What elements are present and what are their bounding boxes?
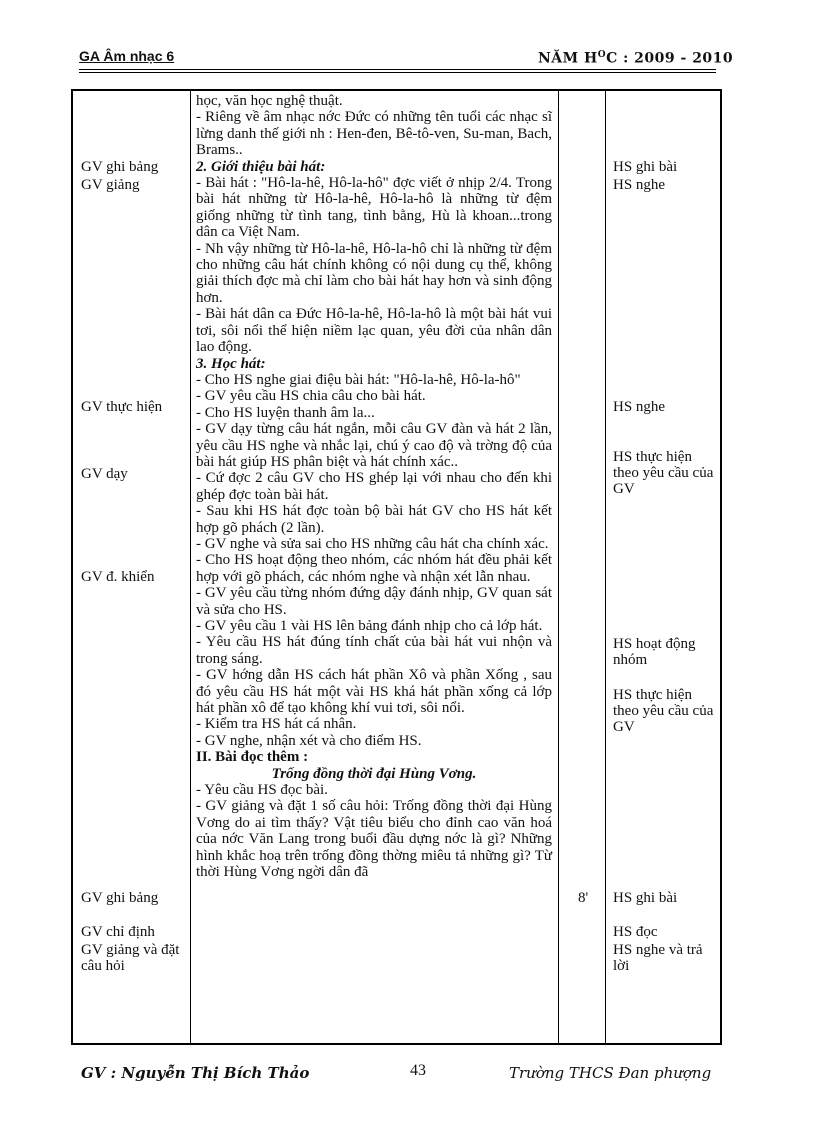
content-paragraph: - Cho HS nghe giai điệu bài hát: "Hô-la-hê, Hô-la-hô" xyxy=(196,371,521,388)
content-paragraph: học, văn học nghệ thuật. xyxy=(196,93,343,109)
content-paragraph: - Cứ đợc 2 câu GV cho HS ghép lại với nhau cho đến khi ghép đợc toàn bài hát. xyxy=(196,470,552,503)
student-activity: HS ghi bài xyxy=(613,890,678,906)
teacher-activity: GV thực hiện xyxy=(81,399,163,415)
teacher-activity: GV giảng xyxy=(81,177,140,193)
teacher-activity: GV chỉ định xyxy=(81,924,155,940)
content-paragraph: - Nh vậy những từ Hô-la-hê, Hô-la-hô chỉ là những từ đệm cho những câu hát chính không có nội dung cụ thể, không giải thích đợc mà chỉ làm cho bài hát hay hơn và sinh động hơn. xyxy=(196,240,552,306)
content-paragraph: - Cho HS hoạt động theo nhóm, các nhóm hát đều phải kết hợp với gõ phách, các nhóm nghe và nhận xét lẫn nhau. xyxy=(196,552,552,585)
content-paragraph: - Riêng về âm nhạc nớc Đức có những tên tuổi các nhạc sĩ lừng danh thế giới nh : Hen-đen, Bê-tô-ven, Su-man, Bach, Brams.. xyxy=(196,109,552,159)
content-paragraph: - GV yêu cầu từng nhóm đứng dậy đánh nhịp, GV quan sát và sửa cho HS. xyxy=(196,585,552,618)
reading-title: Trống đồng thời đại Hùng Vơng. xyxy=(271,765,477,782)
content-paragraph: - GV nghe, nhận xét và cho điểm HS. xyxy=(196,732,422,749)
footer-school: Trường THCS Đan phượng xyxy=(509,1064,712,1082)
column-divider xyxy=(558,91,559,1043)
content-paragraph: - Bài hát dân ca Đức Hô-la-hê, Hô-la-hô là một bài hát vui tơi, sôi nổi thể hiện niềm lạc quan, yêu đời của nhân dân lao động. xyxy=(196,306,552,356)
teacher-activity: GV ghi bảng xyxy=(81,159,159,175)
student-activity: HS nghe và trả lời xyxy=(613,942,703,974)
content-paragraph: - GV giảng và đặt 1 số câu hỏi: Trống đồng thời đại Hùng Vơng do ai tìm thấy? Vật tiêu biểu cho đỉnh cao văn hoá của nớc Văn Lang trong buổi đầu dựng nớc là gì? Những hình khắc hoạ trên trống đồng thờng miêu tả những gì? Từ thời Hùng Vơng ngời dân đã xyxy=(196,798,552,881)
student-activity: HS nghe xyxy=(613,177,666,193)
page-number: 43 xyxy=(410,1062,426,1079)
teacher-activity: GV dạy xyxy=(81,466,128,482)
content-paragraph: - Yêu cầu HS đọc bài. xyxy=(196,782,328,799)
header-school-year: NĂM $H^OC$ : 2009 - 2010 xyxy=(538,50,734,67)
time-allotment: 8' xyxy=(578,890,589,906)
lesson-content xyxy=(196,93,552,881)
content-paragraph: - GV dạy từng câu hát ngắn, mỗi câu GV đàn và hát 2 lần, yêu cầu HS nghe và nhắc lại, chú ý cao độ và trờng độ của bài hát giúp HS phân biệt và hát chính xác.. xyxy=(196,421,552,470)
lesson-table xyxy=(71,89,722,1043)
content-paragraph: - Kiểm tra HS hát cá nhân. xyxy=(196,716,357,733)
section-heading: 3. Học hát: xyxy=(196,355,266,372)
header-subject: GA Âm nhạc 6 xyxy=(79,48,175,64)
header-rule-2 xyxy=(79,72,716,73)
section-heading: II. Bài đọc thêm : xyxy=(196,749,309,766)
teacher-activity: GV đ. khiển xyxy=(81,569,155,585)
content-paragraph: - Bài hát : "Hô-la-hê, Hô-la-hô" đợc viết ở nhịp 2/4. Trong bài hát những từ Hô-la-hê, Hô-la-hô là những từ đệm giống những từ tình tang, tình bằng, Hù là khoan...trong dân ca Việt Nam. xyxy=(196,175,552,241)
footer-rule xyxy=(71,1043,722,1045)
teacher-activity: GV ghi bảng xyxy=(81,890,159,906)
column-divider xyxy=(190,91,191,1043)
content-paragraph: - Cho HS luyện thanh âm la... xyxy=(196,404,375,421)
content-paragraph: - GV yêu cầu HS chia câu cho bài hát. xyxy=(196,388,426,405)
student-activity: HS nghe xyxy=(613,399,666,415)
content-paragraph: - GV yêu cầu 1 vài HS lên bảng đánh nhịp cho cả lớp hát. xyxy=(196,618,543,634)
content-paragraph: - Sau khi HS hát đợc toàn bộ bài hát GV cho HS hát kết hợp gõ phách (2 lần). xyxy=(196,503,552,536)
header-rule xyxy=(79,69,716,70)
student-activity: HS hoạt động nhóm xyxy=(613,636,696,668)
content-paragraph: - GV nghe và sửa sai cho HS những câu hát cha chính xác. xyxy=(196,535,549,552)
student-activity: HS ghi bài xyxy=(613,159,678,175)
student-activity: HS đọc xyxy=(613,924,658,940)
section-heading: 2. Giới thiệu bài hát: xyxy=(196,158,326,175)
teacher-activity: GV giảng và đặt câu hỏi xyxy=(81,942,180,974)
footer-teacher: GV : Nguyễn Thị Bích Thảo xyxy=(81,1064,310,1082)
student-activity: HS thực hiện theo yêu cầu của GV xyxy=(613,449,714,497)
content-paragraph: - Yêu cầu HS hát đúng tính chất của bài hát vui nhộn và trong sáng. xyxy=(196,634,552,667)
student-activity: HS thực hiện theo yêu cầu của GV xyxy=(613,687,714,735)
content-paragraph: - GV hớng dẫn HS cách hát phần Xô và phần Xống , sau đó yêu cầu HS hát một vài HS khá hát phần xống cả lớp hát phần xô để tạo không khí vui tơi, sôi nổi. xyxy=(196,667,552,717)
